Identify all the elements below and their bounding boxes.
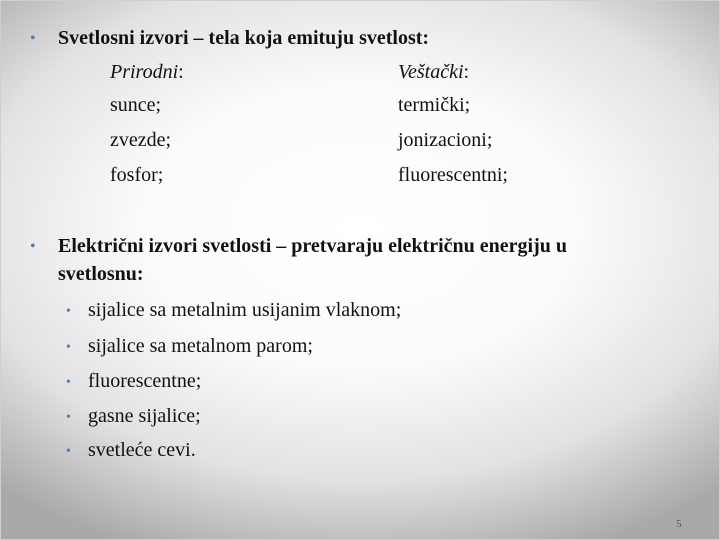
sub-bullet-icon: • [66,340,71,355]
page-number: 5 [676,518,682,530]
sub-bullet-icon: • [66,375,71,390]
section2-heading-line2: svetlosnu: [58,263,144,285]
natural-item: zvezde; [110,129,172,151]
sub-bullet-icon: • [66,444,71,459]
section2-heading-line1: Električni izvori svetlosti – pretvaraju električnu energiju u [58,235,567,257]
col-artificial-header: Veštački: [398,61,470,83]
lamp-type-item: sijalice sa metalnom parom; [88,335,313,357]
artificial-item: jonizacioni; [398,129,493,151]
col-natural-header-word: Prirodni [110,61,179,83]
col-artificial-header-word: Veštački [398,61,464,83]
lamp-type-item: sijalice sa metalnim usijanim vlaknom; [88,299,402,321]
lamp-type-item: svetleće cevi. [88,439,196,461]
artificial-item: fluorescentni; [398,164,508,186]
lamp-type-item: gasne sijalice; [88,405,201,427]
col-natural-header: Prirodni: [110,61,184,83]
sub-bullet-icon: • [66,410,71,425]
section1-heading: Svetlosni izvori – tela koja emituju svetlost: [58,27,430,49]
natural-item: fosfor; [110,164,164,186]
natural-item: sunce; [110,94,162,116]
sub-bullet-icon: • [66,304,71,319]
artificial-item: termički; [398,94,471,116]
bullet-icon: • [30,30,36,47]
bullet-icon: • [30,238,36,255]
lamp-type-item: fluorescentne; [88,370,202,392]
